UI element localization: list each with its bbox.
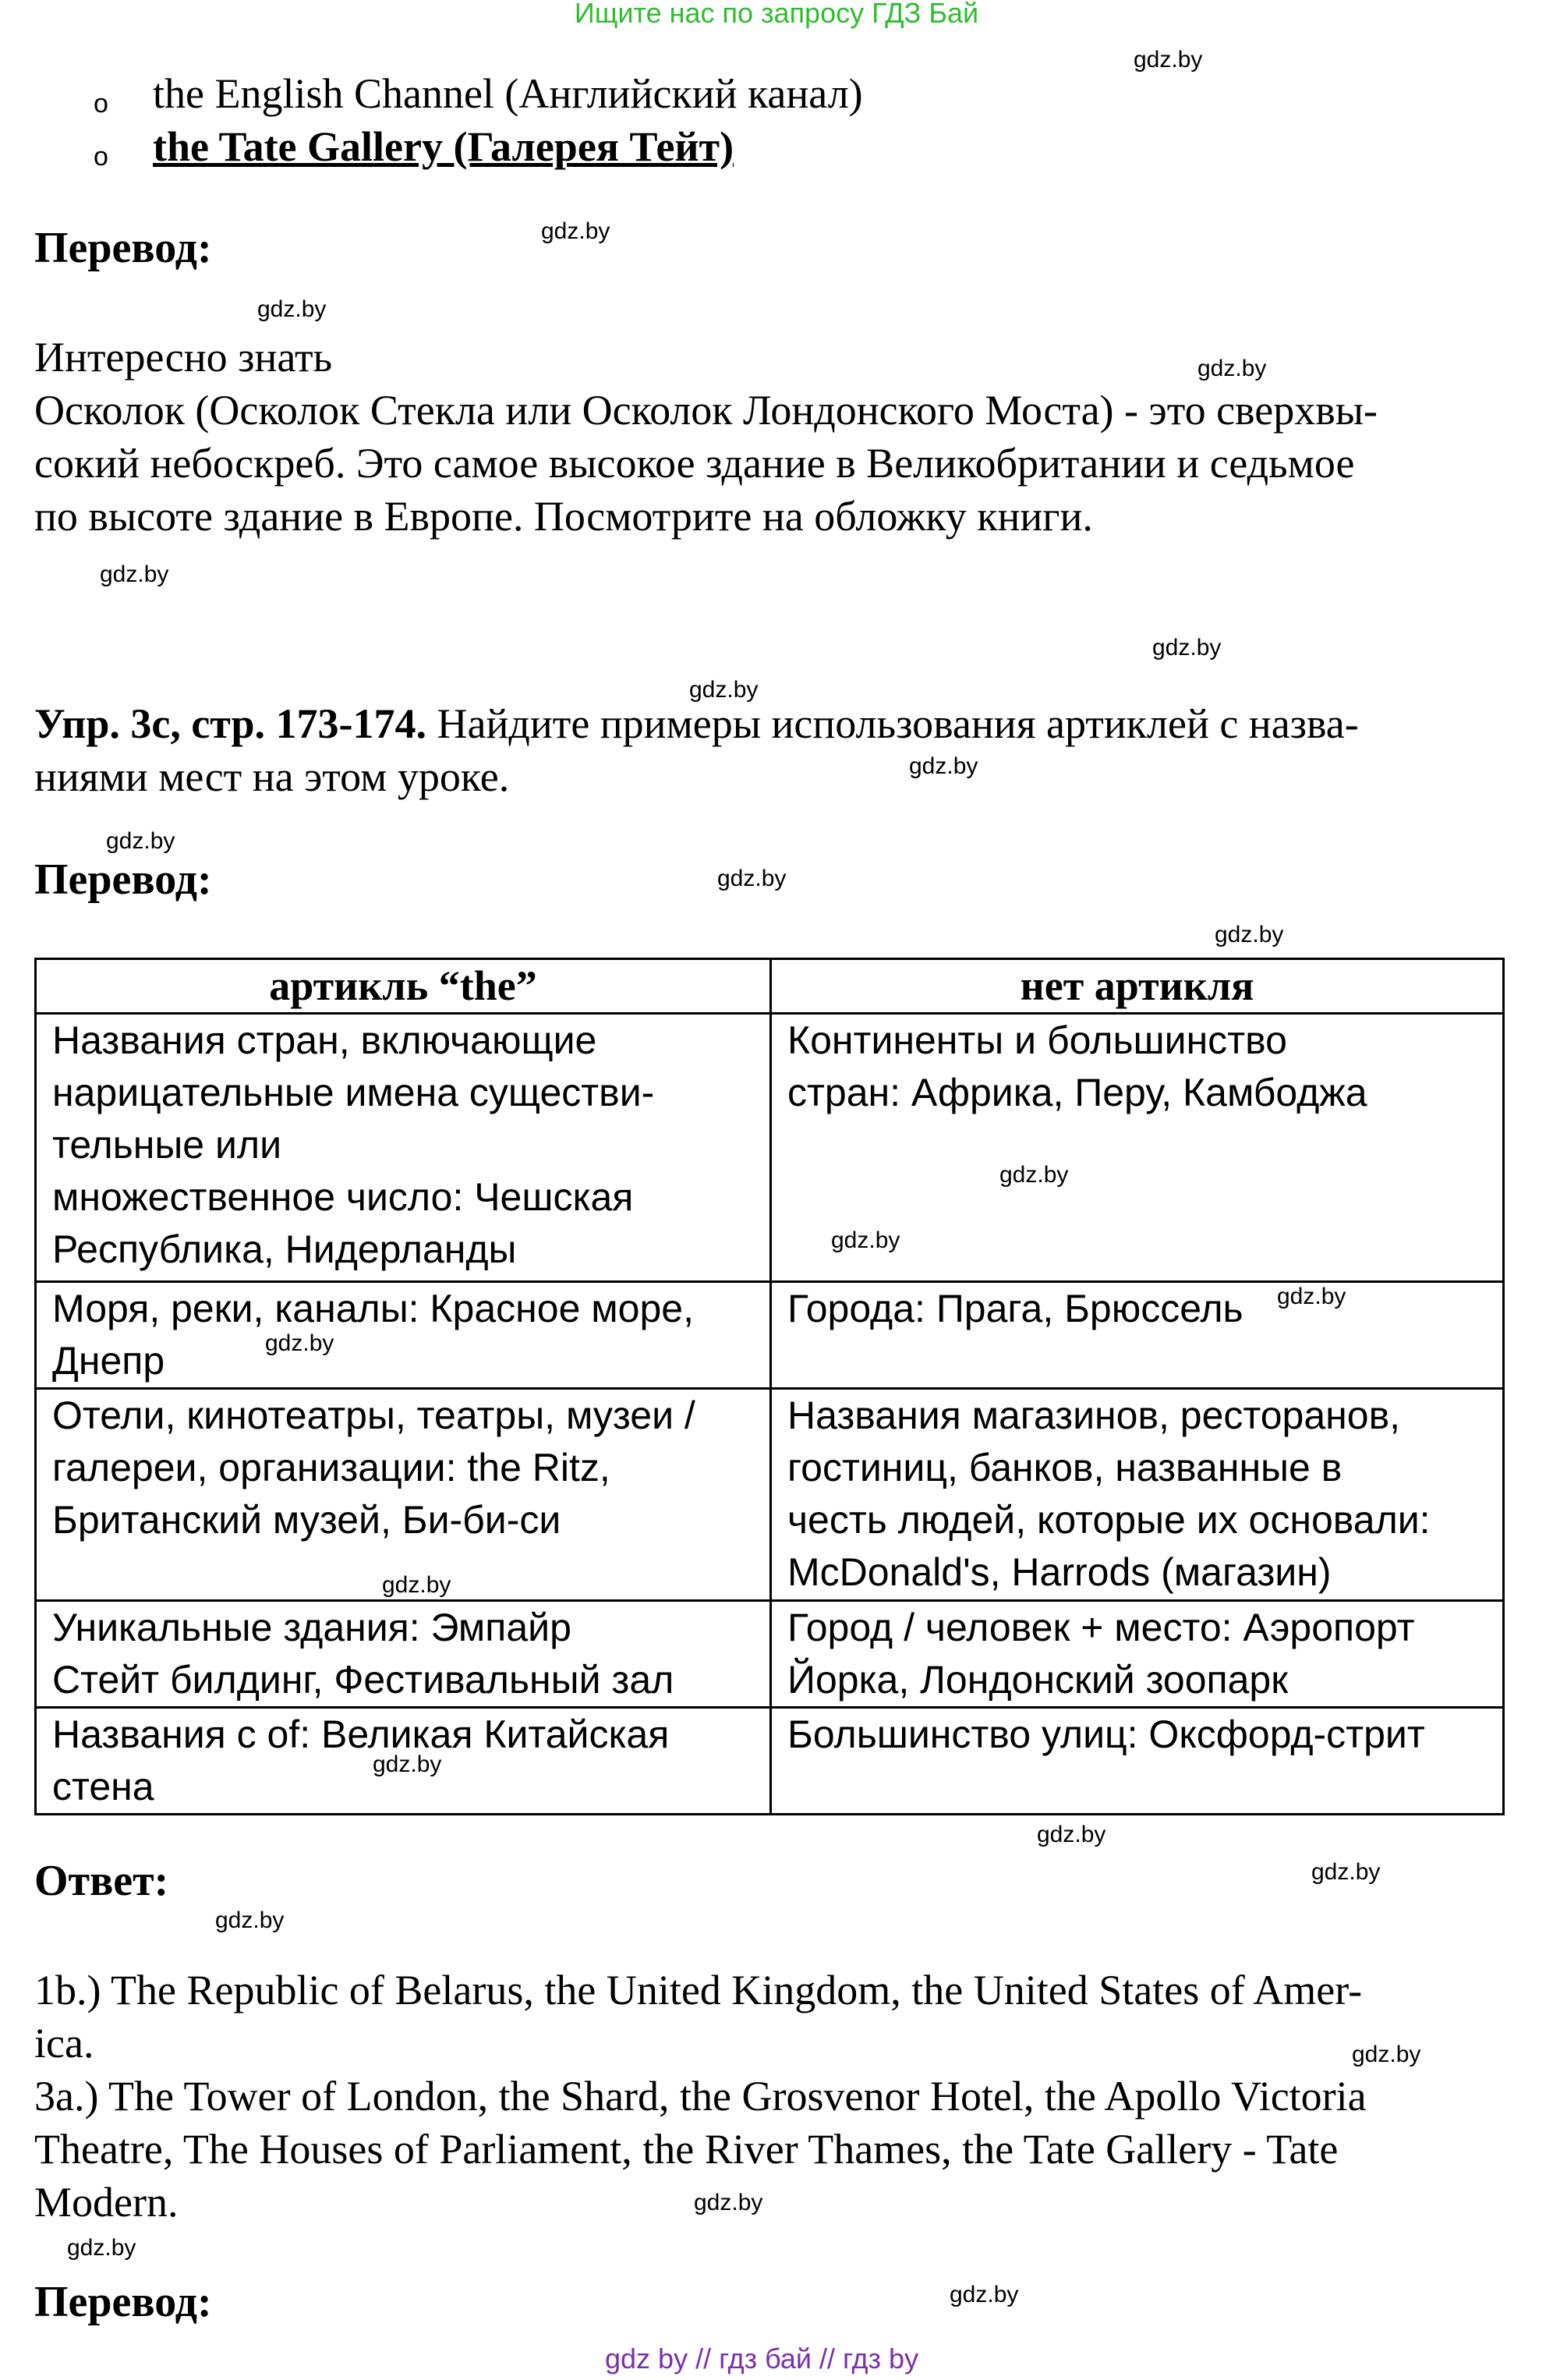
watermark: gdz.by [1277,1284,1346,1309]
watermark: gdz.by [1197,356,1267,381]
watermark: gdz.by [1037,1822,1106,1847]
cell-line: Названия стран, включающие [52,1018,597,1062]
watermark: gdz.by [1134,47,1203,73]
bullet-marker: o [94,89,108,119]
watermark: gdz.by [541,218,610,244]
cell-line: Город / человек + место: Аэропорт [787,1606,1415,1649]
table-row [36,1708,1504,1815]
table-header-no-article: нет артикля [771,959,1504,1014]
interesting-line-1: Осколок (Осколок Стекла или Осколок Лондонского Моста) - это сверхвы- [34,387,1378,434]
cell-line: Названия магазинов, ресторанов, [787,1394,1401,1437]
exercise-line-2: ниями мест на этом уроке. [34,753,510,800]
table-cell-left [36,1014,771,1282]
watermark: gdz.by [257,296,327,322]
watermark: gdz.by [373,1751,442,1777]
cell-line: Названия с of: Великая Китайская [52,1712,670,1756]
table-cell-left [36,1282,771,1389]
watermark: gdz.by [265,1330,334,1356]
table-row [36,1601,1504,1708]
cell-line: стена [52,1765,154,1808]
cell-line: Республика, Нидерланды [52,1227,517,1271]
bullet-item-tate-gallery: the Tate Gallery (Галерея Тейт) [153,123,734,170]
bottom-bar[interactable]: gdz by // гдз бай // гдз by [605,2343,919,2375]
cell-line: Континенты и большинство [787,1018,1287,1062]
cell-line: Уникальные здания: Эмпайр [52,1606,571,1649]
cell-line: честь людей, которые их основали: [787,1498,1431,1542]
answer-1b-line-2: ica. [34,2020,94,2067]
watermark: gdz.by [106,828,175,854]
translation-heading: Перевод: [34,224,212,272]
interesting-title: Интересно знать [34,334,333,381]
table-header-the: артикль “the” [36,959,771,1014]
table-row [36,1389,1504,1601]
watermark: gdz.by [1352,2042,1421,2067]
translation-heading: Перевод: [34,2278,212,2326]
answer-heading: Ответ: [34,1857,169,1905]
table-cell-right [771,1389,1504,1601]
cell-line: гостиниц, банков, названные в [787,1446,1343,1489]
interesting-line-2: сокий небоскреб. Это самое высокое здание в Великобритании и седьмое [34,440,1355,487]
watermark: gdz.by [67,2235,136,2261]
cell-line: нарицательные имена существи- [52,1071,655,1114]
table-cell-right [771,1601,1504,1708]
cell-line: стран: Африка, Перу, Камбоджа [787,1071,1367,1114]
exercise-text: Найдите примеры использования артиклей с назва- [426,700,1359,747]
cell-line: множественное число: Чешская [52,1175,634,1219]
watermark: gdz.by [950,2282,1019,2307]
table-row [36,1014,1504,1282]
bullet-item-english-channel: the English Channel (Английский канал) [153,70,863,117]
table-cell-right [771,1708,1504,1815]
table-cell-left [36,1389,771,1601]
watermark: gdz.by [1215,922,1284,947]
interesting-line-3: по высоте здание в Европе. Посмотрите на обложку книги. [34,493,1093,540]
bullet-marker: o [94,142,108,172]
cell-line: Стейт билдинг, Фестивальный зал [52,1658,674,1702]
watermark: gdz.by [717,866,787,891]
cell-line: Моря, реки, каналы: Красное море, [52,1287,694,1330]
watermark: gdz.by [689,677,759,703]
translation-heading: Перевод: [34,855,212,904]
cell-line: галереи, организации: the Ritz, [52,1446,610,1489]
answer-3a-line-1: 3a.) The Tower of London, the Shard, the Grosvenor Hotel, the Apollo Victoria [34,2073,1367,2120]
watermark: gdz.by [909,753,978,779]
top-banner[interactable]: Ищите нас по запросу ГДЗ Бай [574,0,979,29]
answer-3a-line-3: Modern. [34,2179,179,2226]
table-cell-right [771,1282,1504,1389]
cell-line: Британский музей, Би-би-си [52,1498,561,1542]
watermark: gdz.by [831,1227,900,1253]
cell-line: Большинство улиц: Оксфорд-стрит [787,1712,1425,1756]
watermark: gdz.by [215,1907,285,1933]
cell-line: Города: Прага, Брюссель [787,1287,1243,1330]
table-header-row [36,959,1504,1014]
watermark: gdz.by [382,1572,451,1598]
watermark: gdz.by [1311,1859,1381,1885]
cell-line: Отели, кинотеатры, театры, музеи / [52,1394,695,1437]
watermark: gdz.by [999,1162,1069,1188]
cell-line: McDonald's, Harrods (магазин) [787,1550,1332,1594]
watermark: gdz.by [100,561,169,587]
answer-3a-line-2: Theatre, The Houses of Parliament, the River Thames, the Tate Gallery - Tate [34,2126,1339,2173]
cell-line: тельные или [52,1123,281,1167]
cell-line: Йорка, Лондонский зоопарк [787,1658,1289,1702]
watermark: gdz.by [694,2190,763,2215]
exercise-label: Упр. 3с, стр. 173-174. [34,700,426,747]
cell-line: Днепр [52,1339,165,1383]
articles-table [34,958,1505,1815]
exercise-line-1 [34,697,1359,750]
answer-1b-line-1: 1b.) The Republic of Belarus, the United Kingdom, the United States of Amer- [34,1967,1363,2013]
watermark: gdz.by [1152,635,1222,661]
table-cell-left [36,1601,771,1708]
